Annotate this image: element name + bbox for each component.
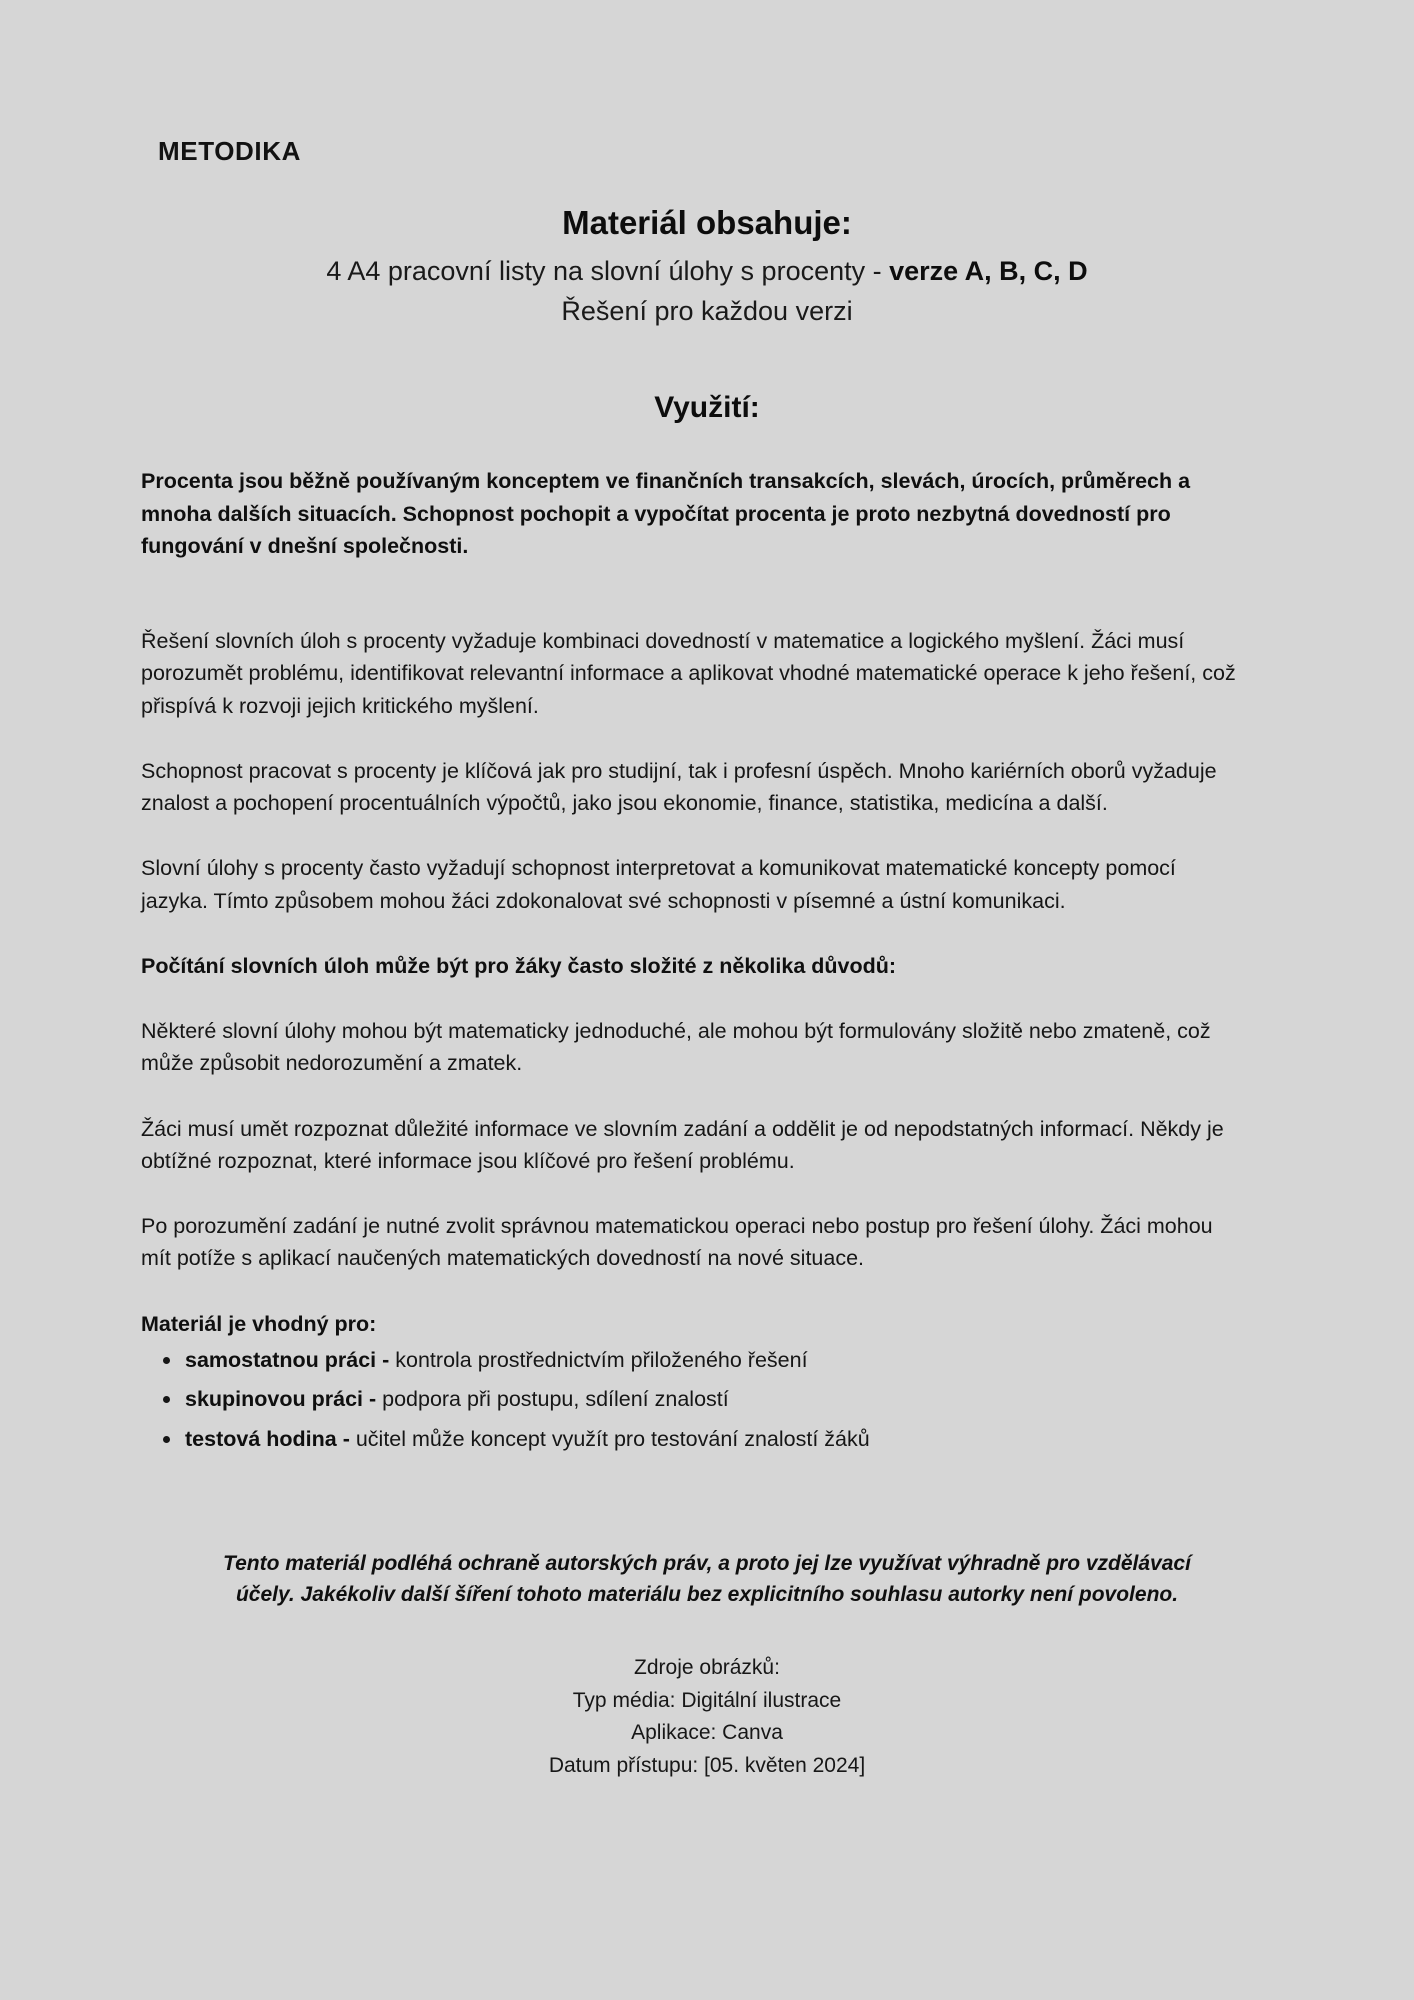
spacer: [141, 722, 1251, 755]
title-subline-2: Řešení pro každou verzi: [561, 296, 853, 327]
suitable-for-list: [141, 1344, 1251, 1456]
list-item-text: kontrola prostřednictvím přiloženého řešení: [389, 1347, 808, 1372]
title-subline-1: [195, 251, 1219, 292]
title-block: [195, 200, 1219, 332]
spacer: [141, 1275, 1251, 1308]
sources-media-type: Typ média: Digitální ilustrace: [572, 1688, 842, 1712]
difficulty-paragraph-1: Některé slovní úlohy mohou být matematicky jednoduché, ale mohou být formulovány složitě nebo zmateně, což může způsobit nedorozumění a zmatek.: [141, 1019, 1211, 1076]
spacer: [141, 819, 1251, 852]
sources-application: Aplikace: Canva: [631, 1721, 783, 1745]
use-section-heading: Využití:: [654, 391, 760, 424]
difficulty-paragraph-2: Žáci musí umět rozpoznat důležité informace ve slovním zadání a oddělit je od nepodstatných informací. Někdy je obtížné rozpoznat, které informace jsou klíčové pro řešení problému.: [141, 1116, 1224, 1173]
use-paragraph-2: Schopnost pracovat s procenty je klíčová jak pro studijní, tak i profesní úspěch. Mnoho kariérních oborů vyžaduje znalost a pochopení procentuálních výpočtů, jako jsou ekonomie, finance, statistika, medicína a další.: [141, 758, 1217, 816]
page-title: Materiál obsahuje:: [562, 204, 852, 241]
spacer: [141, 917, 1251, 950]
content-column: [141, 465, 1251, 1463]
list-item-label: samostatnou práci -: [185, 1347, 390, 1372]
list-item: [185, 1383, 1251, 1416]
difficulty-heading: Počítání slovních úloh může být pro žáky často složité z několika důvodů:: [141, 953, 897, 978]
title-subline-1-prefix: 4 A4 pracovní listy na slovní úlohy s procenty -: [326, 255, 890, 286]
spacer: [141, 1177, 1251, 1210]
sources-title: Zdroje obrázků:: [634, 1656, 780, 1679]
sources-access-date: Datum přístupu: [05. květen 2024]: [548, 1753, 866, 1777]
spacer: [141, 1080, 1251, 1113]
difficulty-paragraph-3: Po porozumění zadání je nutné zvolit správnou matematickou operaci nebo postup pro řešení úlohy. Žáci mohou mít potíže s aplikací naučených matematických dovedností na nové situace.: [141, 1214, 1213, 1271]
copyright-line-2: účely. Jakékoliv další šíření tohoto materiálu bez explicitního souhlasu autorky není povoleno.: [235, 1583, 1179, 1607]
list-item: [185, 1344, 1251, 1377]
suitable-for-heading: Materiál je vhodný pro:: [141, 1311, 377, 1336]
list-item: [185, 1423, 1251, 1456]
list-item-label: skupinovou práci -: [185, 1387, 377, 1412]
document-label: METODIKA: [158, 136, 301, 166]
title-subline-1-versions: verze A, B, C, D: [889, 255, 1088, 286]
list-item-label: testová hodina -: [185, 1427, 350, 1452]
sources-block: [150, 1652, 1264, 1782]
copyright-notice: [150, 1548, 1264, 1610]
use-paragraph-3: Slovní úlohy s procenty často vyžadují schopnost interpretovat a komunikovat matematické koncepty pomocí jazyka. Tímto způsobem mohou žáci zdokonalovat své schopnosti v písemné a ústní komunikaci.: [141, 856, 1176, 913]
list-item-text: podpora při postupu, sdílení znalostí: [376, 1387, 729, 1412]
list-item-text: učitel může koncept využít pro testování znalostí žáků: [349, 1427, 870, 1452]
spacer: [141, 982, 1251, 1015]
spacer: [141, 563, 1251, 625]
use-intro-paragraph: Procenta jsou běžně používaným konceptem ve finančních transakcích, slevách, úrocích, průměrech a mnoha dalších situacích. Schopnost pochopit a vypočítat procenta je proto nezbytná dovedností pro fungování v dnešní společnosti.: [141, 469, 1191, 559]
use-paragraph-1: Řešení slovních úloh s procenty vyžaduje kombinaci dovedností v matematice a logického myšlení. Žáci musí porozumět problému, identifikovat relevantní informace a aplikovat vhodné matematické operace k jeho řešení, což přispívá k rozvoji jejich kritického myšlení.: [141, 629, 1236, 718]
copyright-line-1: Tento materiál podléhá ochraně autorských práv, a proto jej lze využívat výhradně pro vzdělávací: [223, 1552, 1191, 1575]
